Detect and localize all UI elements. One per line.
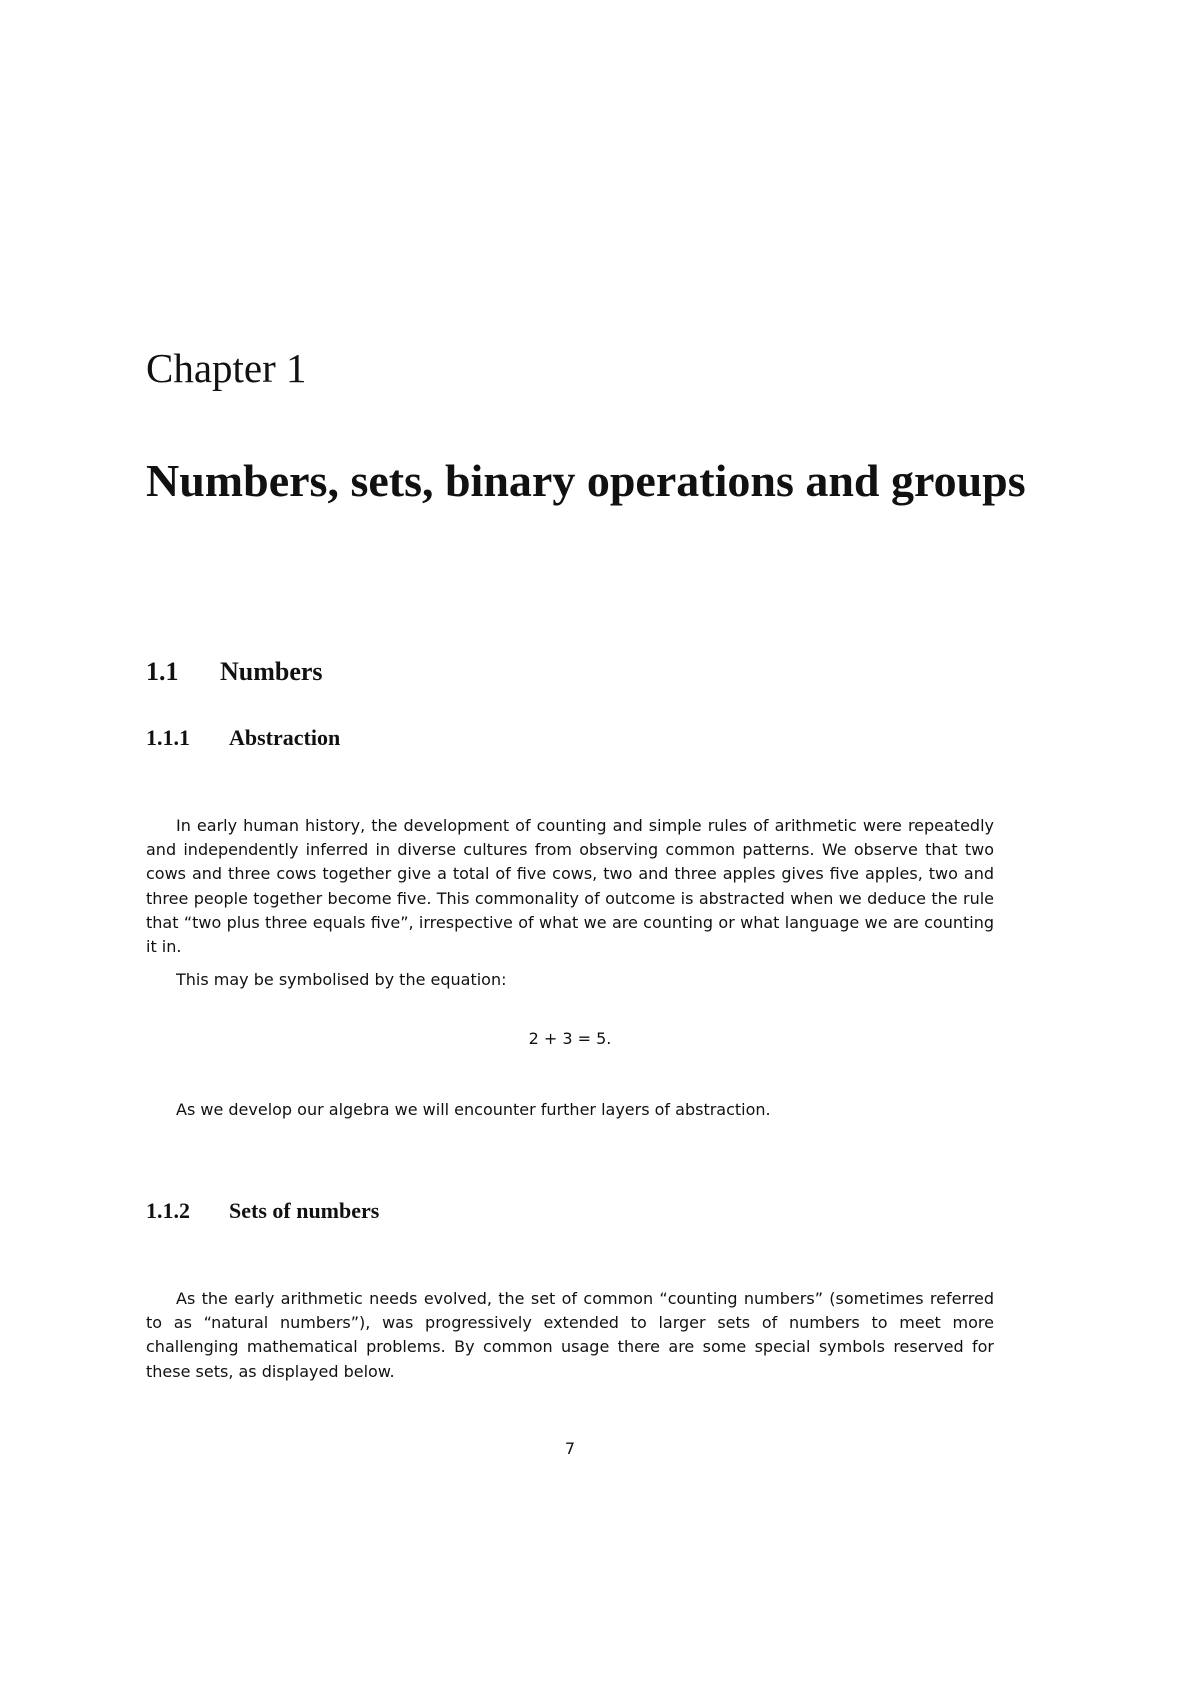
abstraction-paragraph-3: As we develop our algebra we will encounter further layers of abstraction. <box>176 1100 771 1119</box>
subsection-number: 1.1.1 <box>146 725 190 750</box>
subsection-title: Sets of numbers <box>229 1198 380 1223</box>
equation: 2 + 3 = 5. <box>528 1029 612 1048</box>
subsection-title: Abstraction <box>229 725 341 750</box>
sets-paragraph-1: As the early arithmetic needs evolved, the set of common “counting numbers” (sometimes referred to as “natural numbers”), was progressively extended to larger sets of numbers to meet more challenging mathematical problems. By common usage there are some special symbols reserved for these sets, as displayed below. <box>146 1289 994 1381</box>
section-number: 1.1 <box>146 657 179 686</box>
section-title: Numbers <box>220 657 323 686</box>
chapter-title: Numbers, sets, binary operations and groups <box>146 455 1026 506</box>
chapter-label: Chapter 1 <box>146 345 307 391</box>
abstraction-paragraph-1: In early human history, the development of counting and simple rules of arithmetic were repeatedly and independently inferred in diverse cultures from observing common patterns. We observe that two cows and three cows together give a total of five cows, two and three apples gives five apples, two and three people together become five. This commonality of outcome is abstracted when we deduce the rule that “two plus three equals five”, irrespective of what we are counting or what language we are counting it in. <box>146 816 994 957</box>
subsection-heading-sets-of-numbers <box>146 1200 379 1222</box>
section-heading-numbers <box>146 659 323 685</box>
subsection-heading-abstraction <box>146 727 340 749</box>
page-number: 7 <box>564 1439 576 1458</box>
subsection-number: 1.1.2 <box>146 1198 190 1223</box>
abstraction-paragraph-2: This may be symbolised by the equation: <box>176 970 507 989</box>
